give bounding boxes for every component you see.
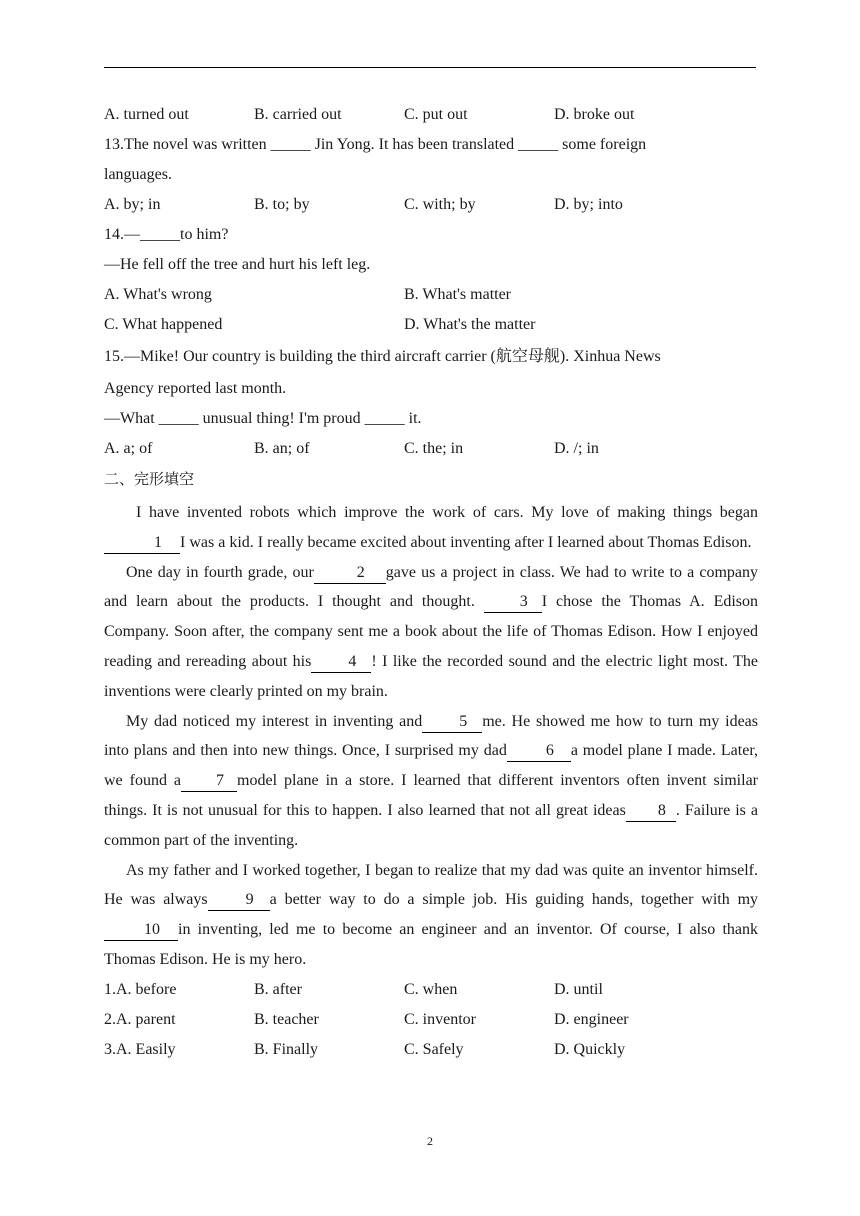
p3-text-1: My dad noticed my interest in inventing and (126, 712, 423, 730)
page-content (104, 100, 758, 1065)
cloze-q3-options (104, 1035, 758, 1065)
p3-text-3: a model plane I made. Later, we found a (104, 742, 759, 790)
q12-option-a: A. turned out (104, 106, 189, 123)
q15-stem-line1: 15.—Mike! Our country is building the third aircraft carrier (航空母舰). Xinhua News (104, 348, 661, 365)
blank-7: 7 (181, 771, 237, 792)
q14-stem-line1: 14.—_____to him? (104, 226, 229, 243)
cloze-q2-option-a: 2.A. parent (104, 1010, 176, 1028)
q12-option-c: C. put out (404, 106, 468, 123)
passage-paragraph-2 (104, 558, 758, 707)
cloze-q1-option-a: 1.A. before (104, 980, 177, 998)
q15-option-d: D. /; in (554, 440, 599, 457)
q13-stem-line2: languages. (104, 166, 172, 183)
p2-text-2: gave us a project in class. We had to write to a company and learn about the products. I thought and thought. (104, 563, 758, 611)
passage-paragraph-1 (104, 498, 758, 558)
blank-10: 10 (104, 920, 178, 941)
q14-option-d: D. What's the matter (404, 316, 536, 333)
q13-options (104, 190, 758, 220)
q13-option-b: B. to; by (254, 196, 310, 213)
q13-option-d: D. by; into (554, 196, 623, 213)
cloze-q1-options (104, 975, 758, 1005)
blank-1: 1 (104, 533, 180, 554)
cloze-q1-option-b: B. after (254, 980, 302, 998)
q15-option-c: C. the; in (404, 440, 464, 457)
blank-4: 4 (311, 652, 371, 673)
q14-options-row1 (104, 280, 758, 310)
blank-5: 5 (422, 712, 482, 733)
cloze-q2-option-d: D. engineer (554, 1010, 629, 1028)
blank-2: 2 (314, 563, 386, 584)
p1-text-2: I was a kid. I really became excited about inventing after I learned about Thomas Edison. (180, 533, 752, 551)
section-title-cloze: 二、完形填空 (104, 470, 195, 488)
p2-text-3: I chose the Thomas A. Edison Company. Soon after, the company sent me a book about the life of Thomas Edison. How I enjoyed reading and rereading about his (104, 593, 759, 670)
cloze-q2-option-b: B. teacher (254, 1010, 319, 1028)
q13-option-a: A. by; in (104, 196, 161, 213)
p2-text-1: One day in fourth grade, our (126, 563, 314, 581)
q14-option-c: C. What happened (104, 316, 223, 333)
p3-text-4: model plane in a store. I learned that different inventors often invent similar things. It is not unusual for this to happen. I also learned that not all great ideas (104, 772, 758, 819)
p2-text-4: ! I like the recorded sound and the electric light most. The inventions were clearly printed on my brain. (104, 652, 759, 700)
cloze-q2-option-c: C. inventor (404, 1010, 476, 1028)
q14-options-row2 (104, 310, 758, 340)
q13-stem-line1: 13.The novel was written _____ Jin Yong. It has been translated _____ some foreign (104, 136, 647, 153)
p4-text-1: As my father and I worked together, I began to realize that my dad was quite an inventor himself. He was always (104, 861, 758, 909)
q14-option-a: A. What's wrong (104, 286, 212, 303)
p3-text-5: . Failure is a common part of the inventing. (104, 801, 759, 849)
blank-3: 3 (484, 592, 542, 613)
cloze-q3-option-c: C. Safely (404, 1040, 464, 1058)
p4-text-3: in inventing, led me to become an engineer and an inventor. Of course, I also thank Thomas Edison. He is my hero. (104, 921, 758, 968)
q13-option-c: C. with; by (404, 196, 476, 213)
p3-text-2: me. He showed me how to turn my ideas into plans and then into new things. Once, I surprised my dad (104, 712, 758, 760)
q15-options (104, 434, 758, 464)
passage-paragraph-3 (104, 707, 758, 856)
passage-paragraph-4 (104, 856, 758, 975)
cloze-q3-option-d: D. Quickly (554, 1040, 626, 1058)
q15-option-b: B. an; of (254, 440, 310, 457)
q12-option-d: D. broke out (554, 106, 635, 123)
blank-6: 6 (507, 741, 571, 762)
cloze-q1-option-d: D. until (554, 980, 603, 998)
q12-option-b: B. carried out (254, 106, 342, 123)
q14-stem-line2: —He fell off the tree and hurt his left leg. (104, 256, 371, 273)
cloze-q1-option-c: C. when (404, 980, 458, 998)
cloze-q2-options (104, 1005, 758, 1035)
blank-9: 9 (208, 890, 270, 911)
header-rule (104, 67, 756, 68)
q15-stem-line3: —What _____ unusual thing! I'm proud _____ it. (104, 410, 422, 427)
cloze-q3-option-b: B. Finally (254, 1040, 319, 1058)
q14-option-b: B. What's matter (404, 286, 512, 303)
q15-option-a: A. a; of (104, 440, 153, 457)
q12-options (104, 100, 758, 130)
q15-stem-line2: Agency reported last month. (104, 380, 287, 397)
p1-text-1: I have invented robots which improve the work of cars. My love of making things began (136, 504, 758, 521)
page-number: 2 (427, 1134, 433, 1148)
cloze-q3-option-a: 3.A. Easily (104, 1040, 176, 1058)
p4-text-2: a better way to do a simple job. His guiding hands, together with my (269, 891, 759, 909)
blank-8: 8 (626, 801, 676, 822)
